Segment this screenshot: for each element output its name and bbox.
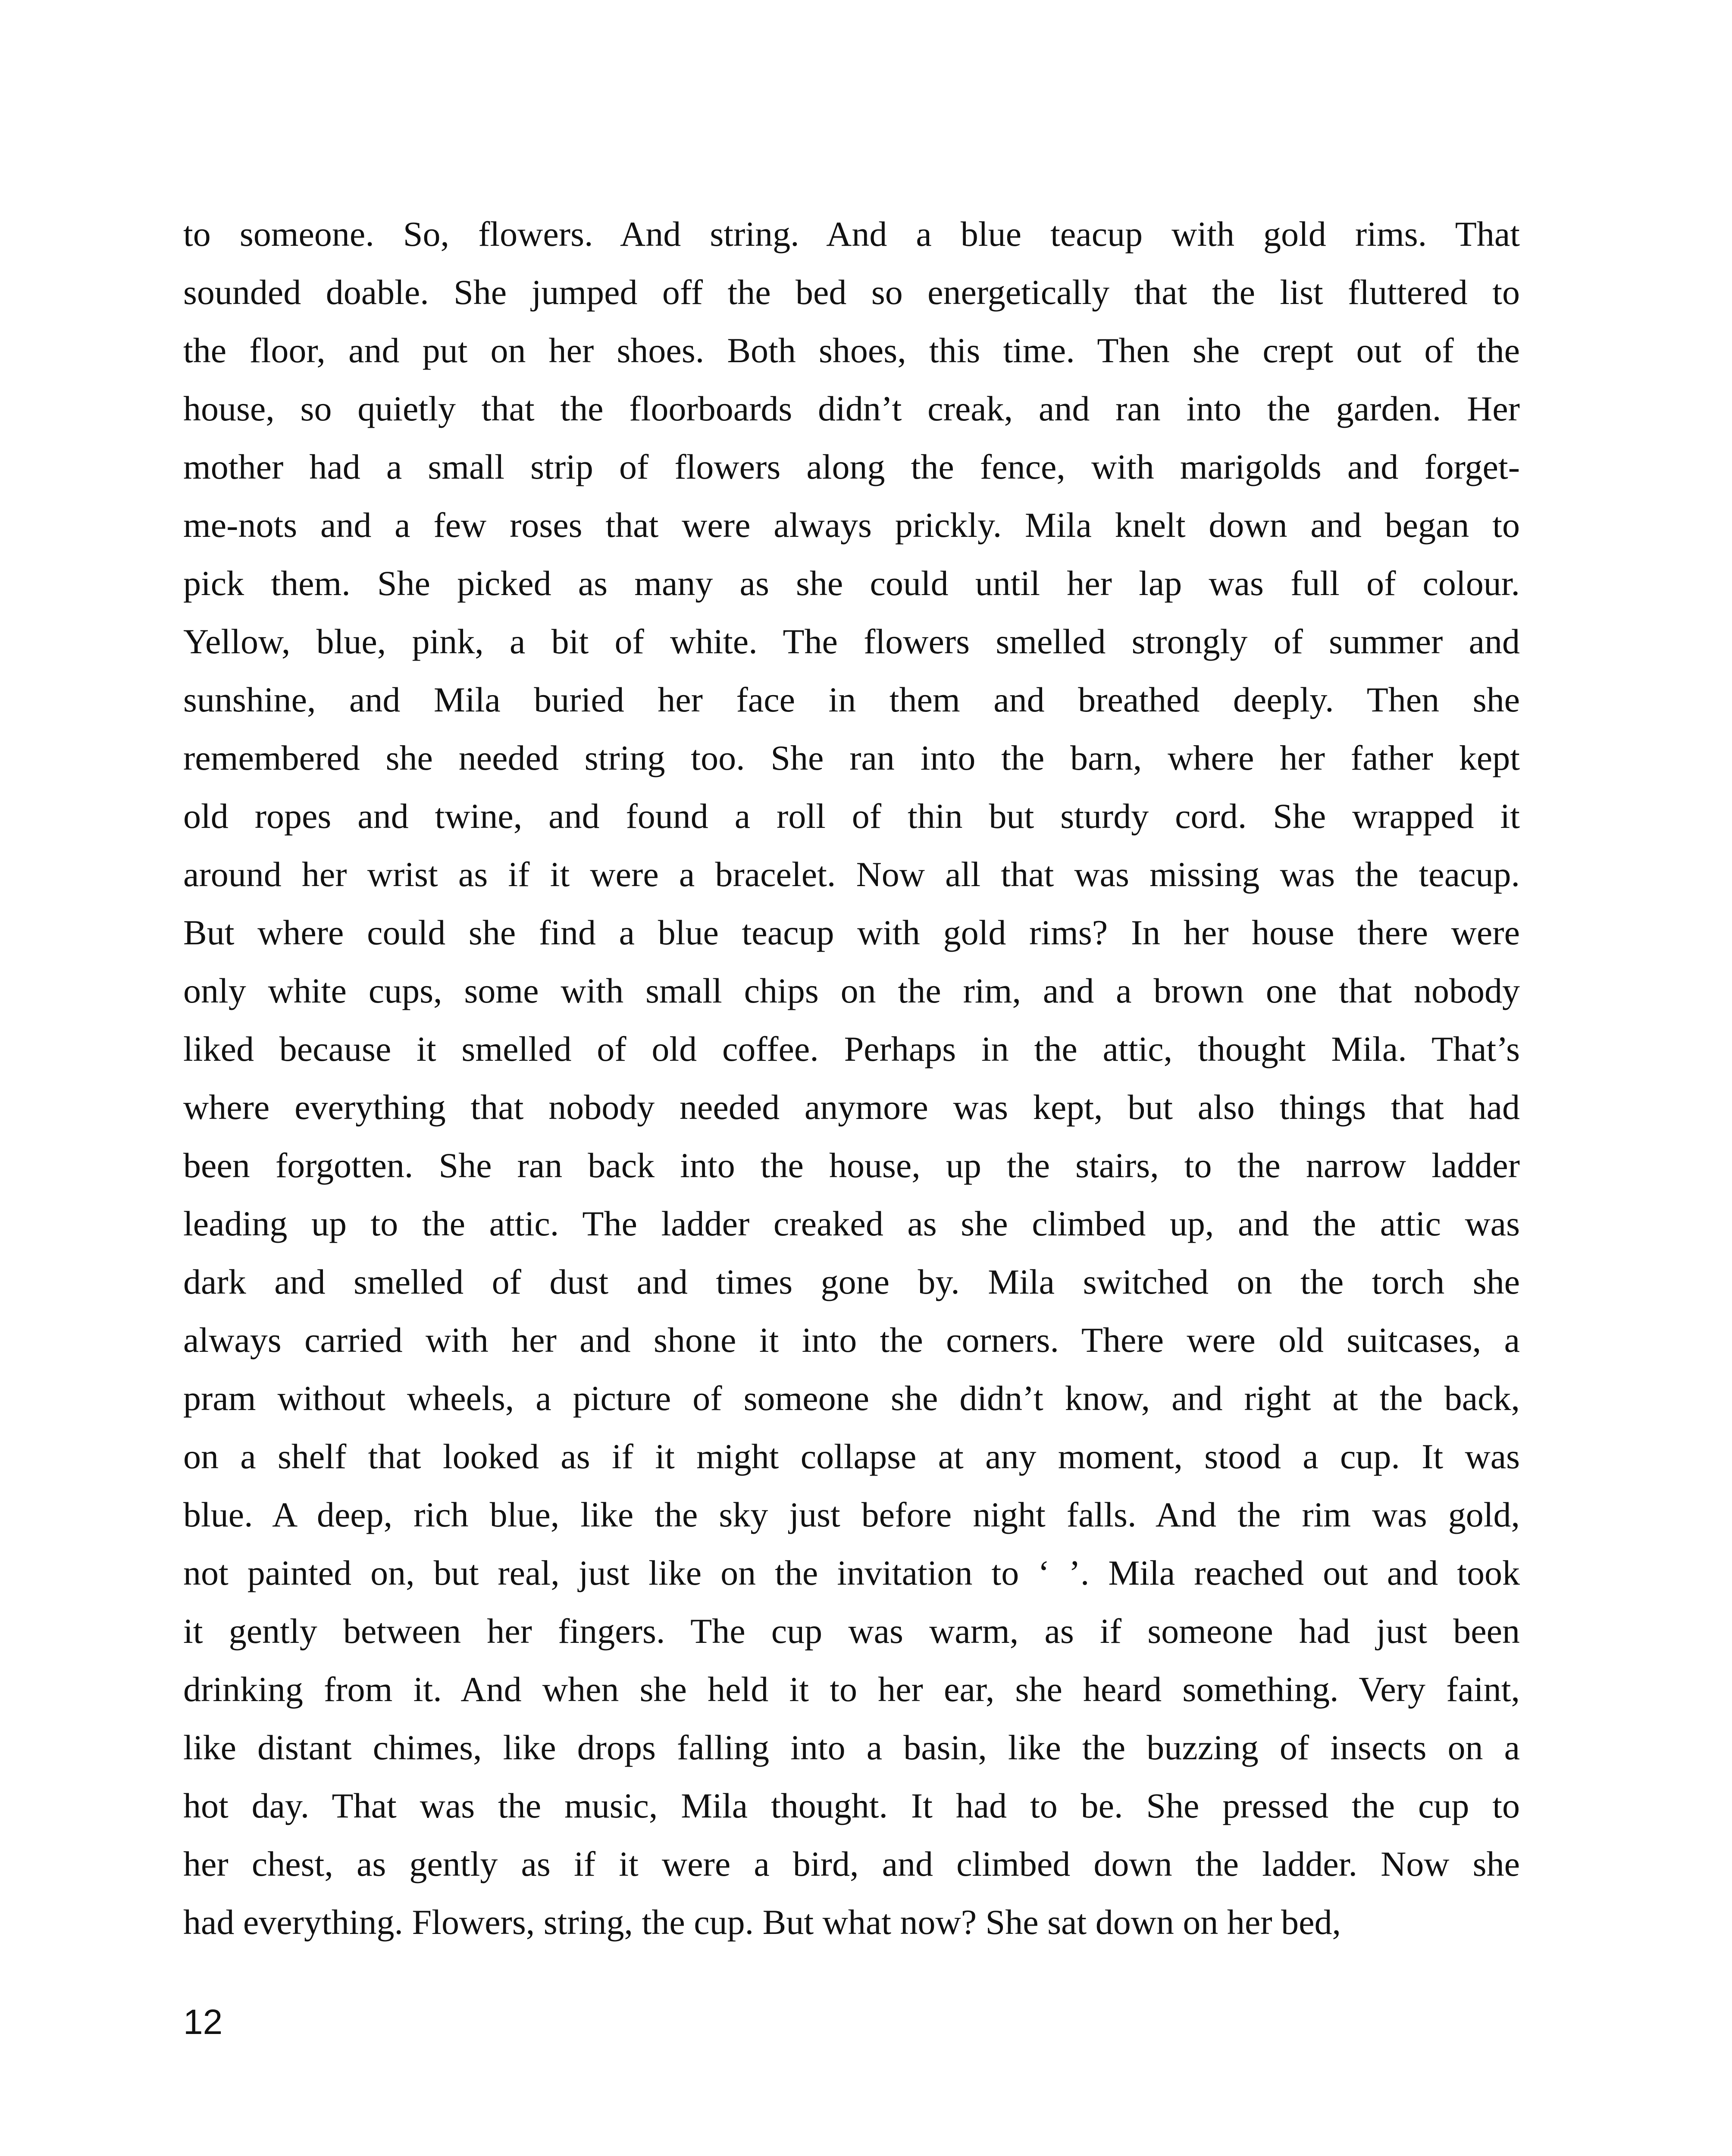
text-line: old ropes and twine, and found a roll of thin but sturdy cord. She wrapped it (183, 796, 1520, 836)
text-line: liked because it smelled of old coffee. Perhaps in the attic, thought Mila. That’s (183, 1029, 1520, 1069)
text-line: But where could she find a blue teacup with gold rims? In her house there were (183, 913, 1520, 952)
text-line: to someone. So, flowers. And string. And a blue teacup with gold rims. That (183, 214, 1520, 254)
text-line: around her wrist as if it were a bracelet. Now all that was missing was the teacup. (183, 855, 1520, 894)
text-line: sunshine, and Mila buried her face in them and breathed deeply. Then she (183, 680, 1520, 719)
text-line: drinking from it. And when she held it to her ear, she heard something. Very faint, (183, 1670, 1520, 1709)
text-line: remembered she needed string too. She ran into the barn, where her father kept (183, 738, 1520, 777)
text-line: where everything that nobody needed anymore was kept, but also things that had (183, 1087, 1520, 1127)
text-line: pram without wheels, a picture of someone she didn’t know, and right at the back, (183, 1379, 1520, 1418)
page-number: 12 (183, 2002, 223, 2042)
text-line: the floor, and put on her shoes. Both shoes, this time. Then she crept out of the (183, 331, 1520, 370)
text-line: like distant chimes, like drops falling into a basin, like the buzzing of insects on a (183, 1728, 1520, 1767)
text-line: blue. A deep, rich blue, like the sky just before night falls. And the rim was gold, (183, 1495, 1520, 1534)
text-line: had everything. Flowers, string, the cup. But what now? She sat down on her bed, (183, 1902, 1341, 1942)
text-line: pick them. She picked as many as she could until her lap was full of colour. (183, 564, 1520, 603)
text-line: me-nots and a few roses that were always prickly. Mila knelt down and began to (183, 505, 1520, 545)
text-line: sounded doable. She jumped off the bed so energetically that the list fluttered to (183, 273, 1520, 312)
text-line: house, so quietly that the floorboards didn’t creak, and ran into the garden. Her (183, 389, 1520, 428)
text-line: dark and smelled of dust and times gone by. Mila switched on the torch she (183, 1262, 1520, 1301)
text-line: leading up to the attic. The ladder creaked as she climbed up, and the attic was (183, 1204, 1520, 1243)
text-line: hot day. That was the music, Mila thought. It had to be. She pressed the cup to (183, 1786, 1520, 1825)
text-line: only white cups, some with small chips on the rim, and a brown one that nobody (183, 971, 1520, 1010)
text-line: always carried with her and shone it into the corners. There were old suitcases, a (183, 1320, 1520, 1360)
text-line: her chest, as gently as if it were a bird, and climbed down the ladder. Now she (183, 1844, 1520, 1883)
text-line: been forgotten. She ran back into the house, up the stairs, to the narrow ladder (183, 1146, 1520, 1185)
text-line: not painted on, but real, just like on the invitation to ‘ ’. Mila reached out and took (183, 1553, 1520, 1592)
text-line: mother had a small strip of flowers along the fence, with marigolds and forget- (183, 447, 1520, 486)
text-line: it gently between her fingers. The cup was warm, as if someone had just been (183, 1611, 1520, 1651)
text-line: Yellow, blue, pink, a bit of white. The flowers smelled strongly of summer and (183, 622, 1520, 661)
body-text (183, 205, 1520, 1951)
text-line: on a shelf that looked as if it might collapse at any moment, stood a cup. It was (183, 1437, 1520, 1476)
